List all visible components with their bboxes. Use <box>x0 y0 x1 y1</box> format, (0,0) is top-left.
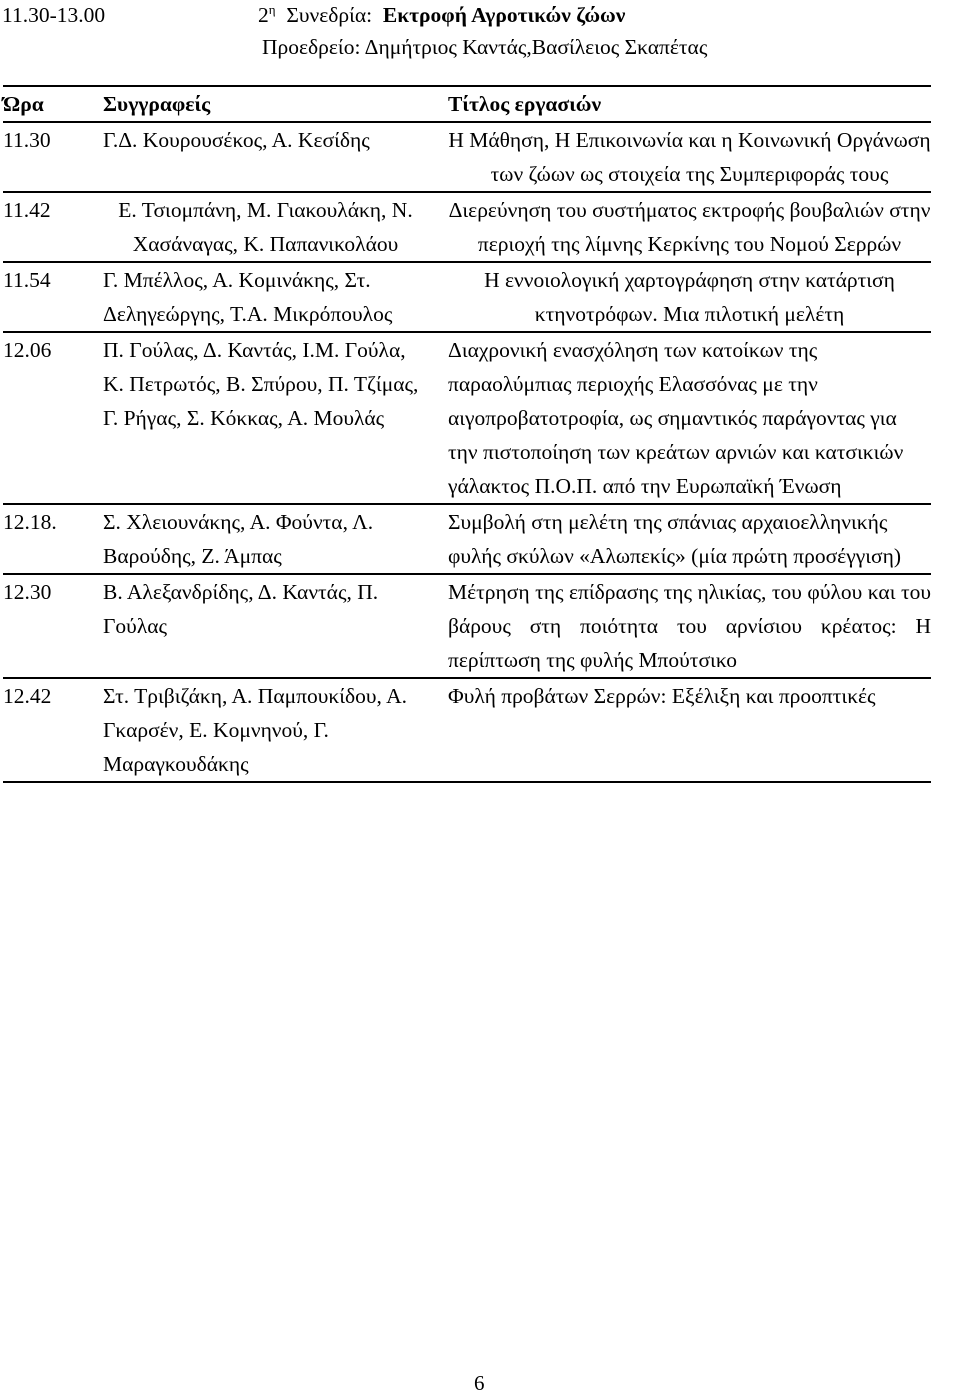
header-title: Τίτλος εργασιών <box>448 86 931 122</box>
row-time: 12.18. <box>3 504 103 574</box>
table-row <box>3 574 931 678</box>
row-authors: Β. Αλεξανδρίδης, Δ. Καντάς, Π. Γούλας <box>103 574 448 678</box>
table-row <box>3 678 931 782</box>
header-authors: Συγγραφείς <box>103 86 448 122</box>
table-row <box>3 504 931 574</box>
row-authors: Ε. Τσιομπάνη, Μ. Γιακουλάκη, Ν. Χασάναγας, Κ. Παπανικολάου <box>103 192 448 262</box>
session-label: Συνεδρία: <box>286 3 373 27</box>
row-authors: Γ.Δ. Κουρουσέκος, Α. Κεσίδης <box>103 122 448 192</box>
row-time: 11.54 <box>3 262 103 332</box>
row-title: Μέτρηση της επίδρασης της ηλικίας, του φύλου και του βάρους στη ποιότητα του αρνίσιου κρέατος: Η περίπτωση της φυλής Μπούτσικο <box>448 574 931 678</box>
row-time: 11.30 <box>3 122 103 192</box>
session-number: 2 <box>258 3 269 27</box>
row-authors: Σ. Χλειουνάκης, Α. Φούντα, Λ. Βαρούδης, Ζ. Άμπας <box>103 504 448 574</box>
table-row <box>3 332 931 504</box>
row-authors: Π. Γούλας, Δ. Καντάς, Ι.Μ. Γούλα, Κ. Πετρωτός, Β. Σπύρου, Π. Τζίμας, Γ. Ρήγας, Σ. Κόκκας, Α. Μουλάς <box>103 332 448 504</box>
session-number-sup: η <box>268 2 276 17</box>
row-time: 12.06 <box>3 332 103 504</box>
program-table <box>3 85 931 783</box>
row-title: Η Μάθηση, Η Επικοινωνία και η Κοινωνική Οργάνωση των ζώων ως στοιχεία της Συμπεριφοράς τους <box>448 122 931 192</box>
session-heading <box>2 0 625 32</box>
session-title: Εκτροφή Αγροτικών ζώων <box>382 3 626 27</box>
row-authors: Γ. Μπέλλος, Α. Κομινάκης, Στ. Δεληγεώργης, Τ.Α. Μικρόπουλος <box>103 262 448 332</box>
row-time: 12.30 <box>3 574 103 678</box>
row-authors: Στ. Τριβιζάκη, Α. Παμπουκίδου, Α. Γκαρσέν, Ε. Κομνηνού, Γ. Μαραγκουδάκης <box>103 678 448 782</box>
row-title: Η εννοιολογική χαρτογράφηση στην κατάρτιση κτηνοτρόφων. Μια πιλοτική μελέτη <box>448 262 931 332</box>
header-time: Ώρα <box>3 86 103 122</box>
row-title: Διερεύνηση του συστήματος εκτροφής βουβαλιών στην περιοχή της λίμνης Κερκίνης του Νομού Σερρών <box>448 192 931 262</box>
row-time: 12.42 <box>3 678 103 782</box>
row-title: Διαχρονική ενασχόληση των κατοίκων της παραολύμπιας περιοχής Ελασσόνας με την αιγοπροβατοτροφία, ως σημαντικός παράγοντας για την πιστοποίηση των κρεάτων αρνιών και κατσικιών γάλακτος Π.Ο.Π. από την Ευρωπαϊκή Ένωση <box>448 332 931 504</box>
table-row <box>3 192 931 262</box>
session-time-range: 11.30-13.00 <box>2 3 106 27</box>
row-time: 11.42 <box>3 192 103 262</box>
table-row <box>3 122 931 192</box>
page-number: 6 <box>474 1371 485 1395</box>
session-chairs: Προεδρείο: Δημήτριος Καντάς,Βασίλειος Σκαπέτας <box>262 35 708 59</box>
table-header-row <box>3 86 931 122</box>
row-title: Συμβολή στη μελέτη της σπάνιας αρχαιοελληνικής φυλής σκύλων «Αλωπεκίς» (μία πρώτη προσέγγιση) <box>448 504 931 574</box>
row-title: Φυλή προβάτων Σερρών: Εξέλιξη και προοπτικές <box>448 678 931 782</box>
table-row <box>3 262 931 332</box>
